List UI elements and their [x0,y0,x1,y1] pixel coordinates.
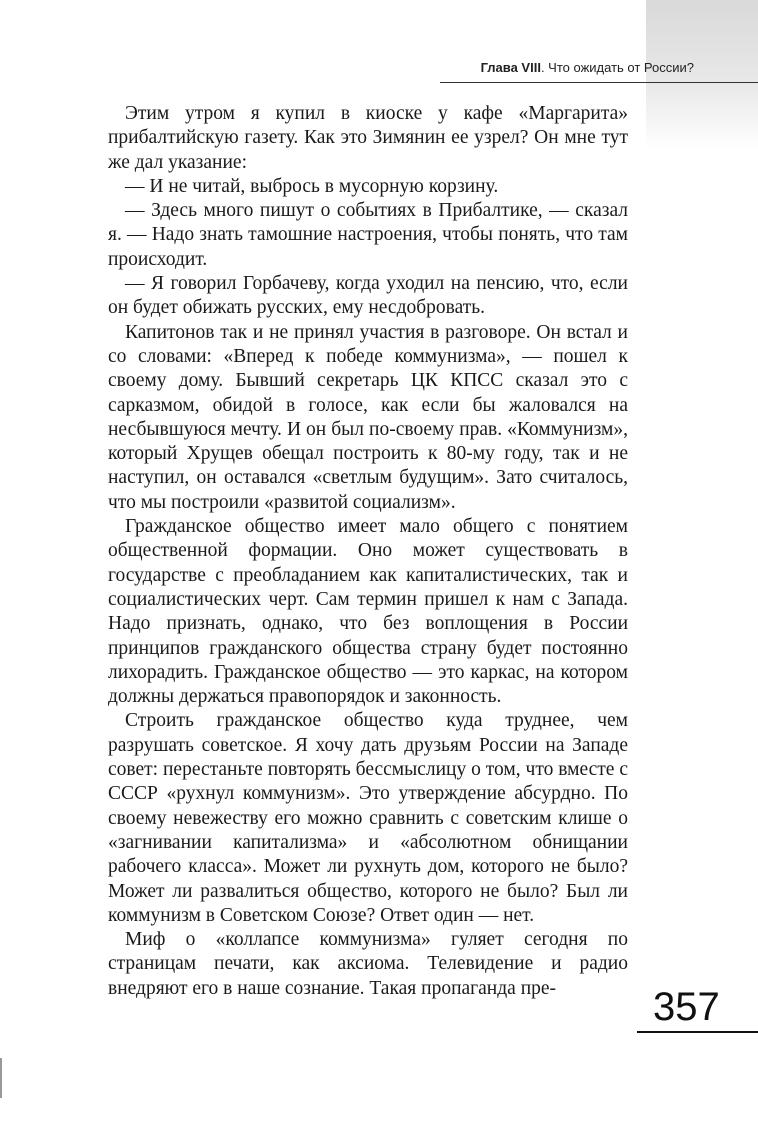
paragraph: — Здесь много пишут о событиях в Прибалтике, — сказал я. — Надо знать тамошние настроения, чтобы понять, что там происходит. [108,200,628,270]
chapter-title: . Что ожидать от России? [540,60,694,75]
page-number-rule [637,1031,758,1033]
paragraph: Строить гражданское общество куда труднее, чем разрушать советское. Я хочу дать друзьям России на Западе совет: перестаньте повторять бессмыслицу о том, что вместе с СССР «рухнул коммунизм». Это утверждение абсурдно. По своему невежеству его можно сравнить с советским клише о «загнивании капитализма» и «абсолютном обнищании рабочего класса». Может ли рухнуть дом, которого не было? Может ли развалиться общество, которого не было? Был ли коммунизм в Советском Союзе? Ответ один — нет. [108,710,628,926]
paragraph: — И не читай, выбрось в мусорную корзину. [125,175,499,197]
body-text [108,102,628,1001]
header-rule [440,82,758,83]
page-number: 357 [653,985,720,1029]
paragraph: Капитонов так и не принял участия в разговоре. Он встал и со словами: «Вперед к победе коммунизма», — пошел к своему дому. Бывший секретарь ЦК КПСС сказал это с сарказмом, обидой в голосе, как если бы жаловался на несбывшуюся мечту. И он был по-своему прав. «Коммунизм», который Хрущев обещал построить к 80-му году, так и не наступил, он оставался «светлым будущим». Зато считалось, что мы построили «развитой социализм». [108,321,628,513]
paragraph: Гражданское общество имеет мало общего с понятием общественной формации. Оно может существовать в государстве с преобладанием как капиталистических, так и социалистических черт. Сам термин пришел к нам с Запада. Надо признать, однако, что без воплощения в России принципов гражданского общества страну будет постоянно лихорадить. Гражданское общество — это каркас, на котором должны держаться правопорядок и законность. [108,516,628,708]
paragraph: — Я говорил Горбачеву, когда уходил на пенсию, что, если он будет обижать русских, ему несдобровать. [108,273,628,319]
paragraph: Этим утром я купил в киоске у кафе «Маргарита» прибалтийскую газету. Как это Зимянин ее узрел? Он мне тут же дал указание: [108,103,628,173]
scan-shading [646,0,758,150]
chapter-label: Глава VIII [480,60,541,75]
paragraph: Миф о «коллапсе коммунизма» гуляет сегодня по страницам печати, как аксиома. Телевидение и радио внедряют его в наше сознание. Такая пропаганда пре- [108,929,628,999]
scan-edge-mark [0,1058,2,1098]
running-header [0,60,694,75]
